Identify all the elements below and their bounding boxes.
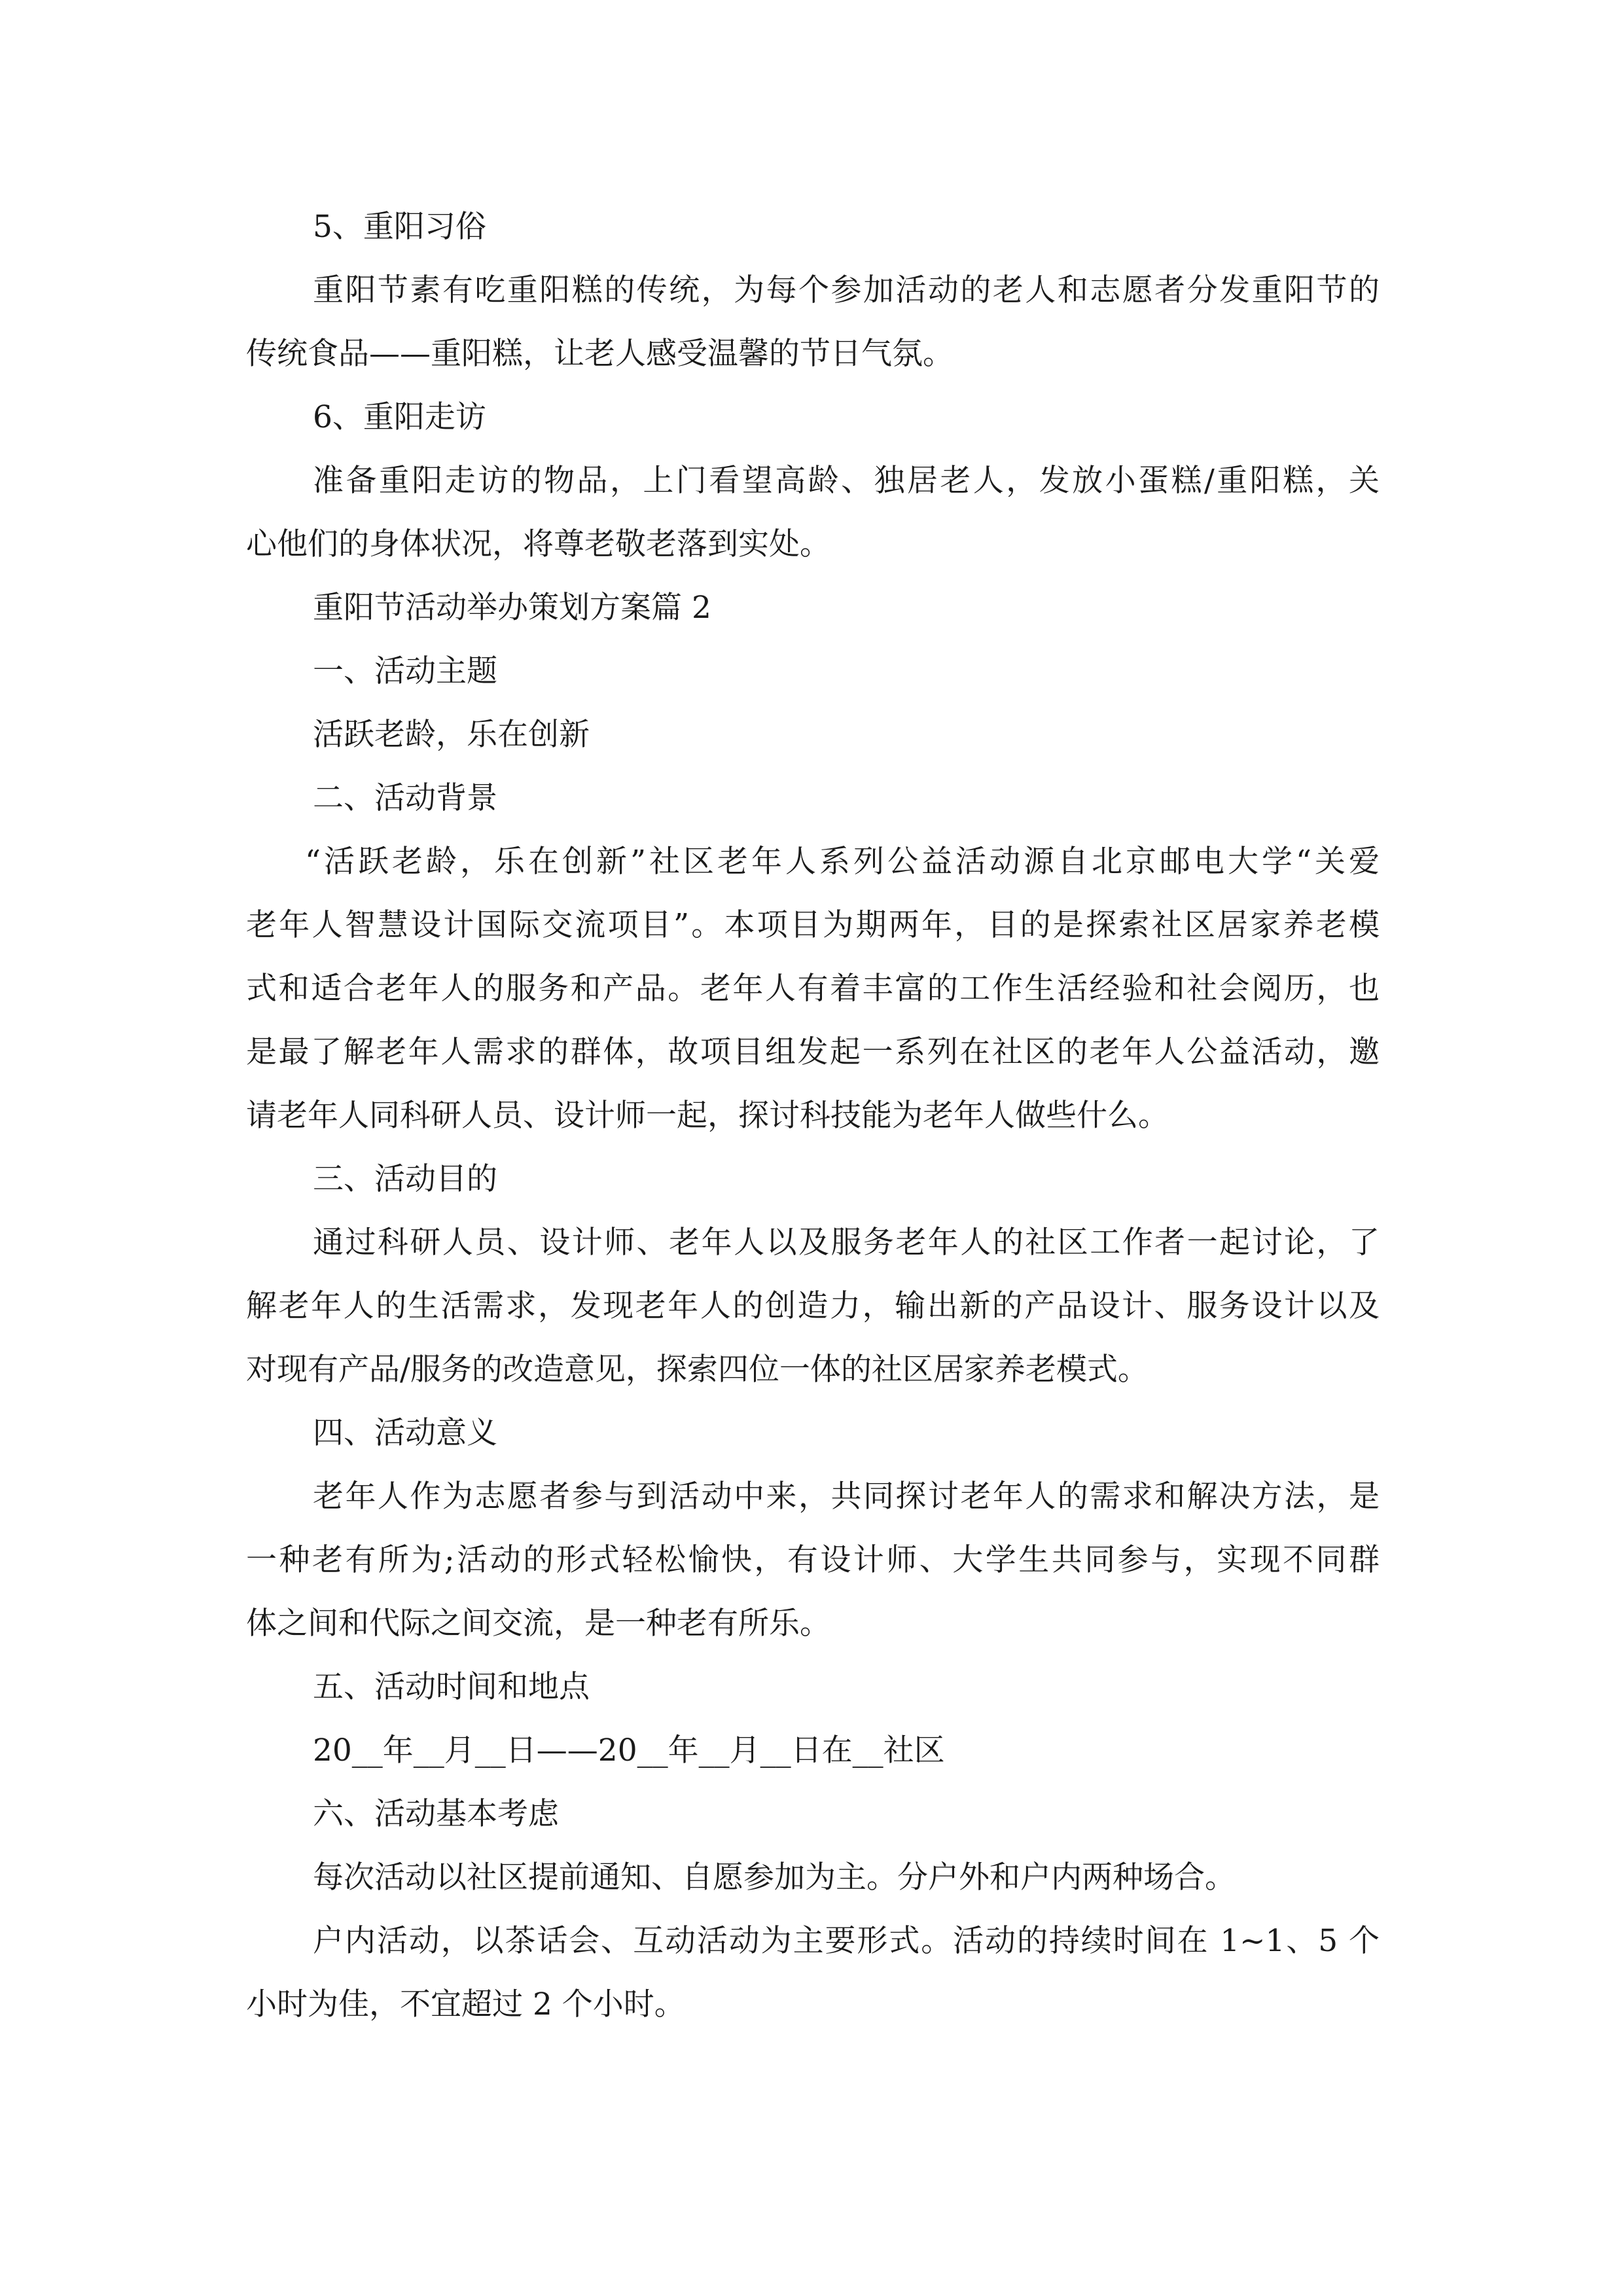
- text-line: 传统食品——重阳糕，让老人感受温馨的节日气氛。: [246, 336, 954, 372]
- heading: 五、活动时间和地点: [313, 1669, 590, 1705]
- heading: 三、活动目的: [313, 1161, 497, 1197]
- text-line: 20__年__月__日——20__年__月__日在__社区: [313, 1732, 945, 1768]
- text-line: 每次活动以社区提前通知、自愿参加为主。分户外和户内两种场合。: [313, 1859, 1236, 1895]
- text-line: 请老年人同科研人员、设计师一起，探讨科技能为老年人做些什么。: [246, 1098, 1169, 1134]
- text-line: 活跃老龄，乐在创新: [313, 717, 590, 753]
- heading: 六、活动基本考虑: [313, 1796, 559, 1832]
- text-line: “活跃老龄，乐在创新”社区老年人系列公益活动源自北京邮电大学“关爱: [305, 844, 1380, 880]
- text-line: 老年人作为志愿者参与到活动中来，共同探讨老年人的需求和解决方法，是: [313, 1479, 1380, 1515]
- heading: 一、活动主题: [313, 653, 497, 689]
- text-line: 5、重阳习俗: [313, 209, 486, 245]
- document-page: [246, 195, 1380, 2036]
- text-line: 通过科研人员、设计师、老年人以及服务老年人的社区工作者一起讨论，了: [313, 1225, 1380, 1261]
- text-line: 一种老有所为;活动的形式轻松愉快，有设计师、大学生共同参与，实现不同群: [246, 1542, 1380, 1578]
- text-line: 心他们的身体状况，将尊老敬老落到实处。: [246, 526, 830, 562]
- text-line: 6、重阳走访: [313, 399, 486, 435]
- heading: 二、活动背景: [313, 780, 497, 816]
- text-line: 解老年人的生活需求，发现老年人的创造力，输出新的产品设计、服务设计以及: [246, 1288, 1380, 1324]
- text-line: 重阳节素有吃重阳糕的传统，为每个参加活动的老人和志愿者分发重阳节的: [313, 272, 1380, 308]
- text-line: 体之间和代际之间交流，是一种老有所乐。: [246, 1605, 830, 1641]
- section-title: 重阳节活动举办策划方案篇 2: [313, 590, 711, 626]
- text-line: 式和适合老年人的服务和产品。老年人有着丰富的工作生活经验和社会阅历，也: [246, 971, 1380, 1007]
- text-line: 是最了解老年人需求的群体，故项目组发起一系列在社区的老年人公益活动，邀: [246, 1034, 1380, 1070]
- text-line: 准备重阳走访的物品，上门看望高龄、独居老人，发放小蛋糕/重阳糕，关: [313, 463, 1380, 499]
- text-line: 小时为佳，不宜超过 2 个小时。: [246, 1986, 685, 2022]
- heading: 四、活动意义: [313, 1415, 497, 1451]
- text-line: 对现有产品/服务的改造意见，探索四位一体的社区居家养老模式。: [246, 1352, 1149, 1388]
- text-line: 户内活动，以茶话会、互动活动为主要形式。活动的持续时间在 1~1、5 个: [313, 1923, 1380, 1959]
- text-line: 老年人智慧设计国际交流项目”。本项目为期两年，目的是探索社区居家养老模: [246, 907, 1380, 943]
